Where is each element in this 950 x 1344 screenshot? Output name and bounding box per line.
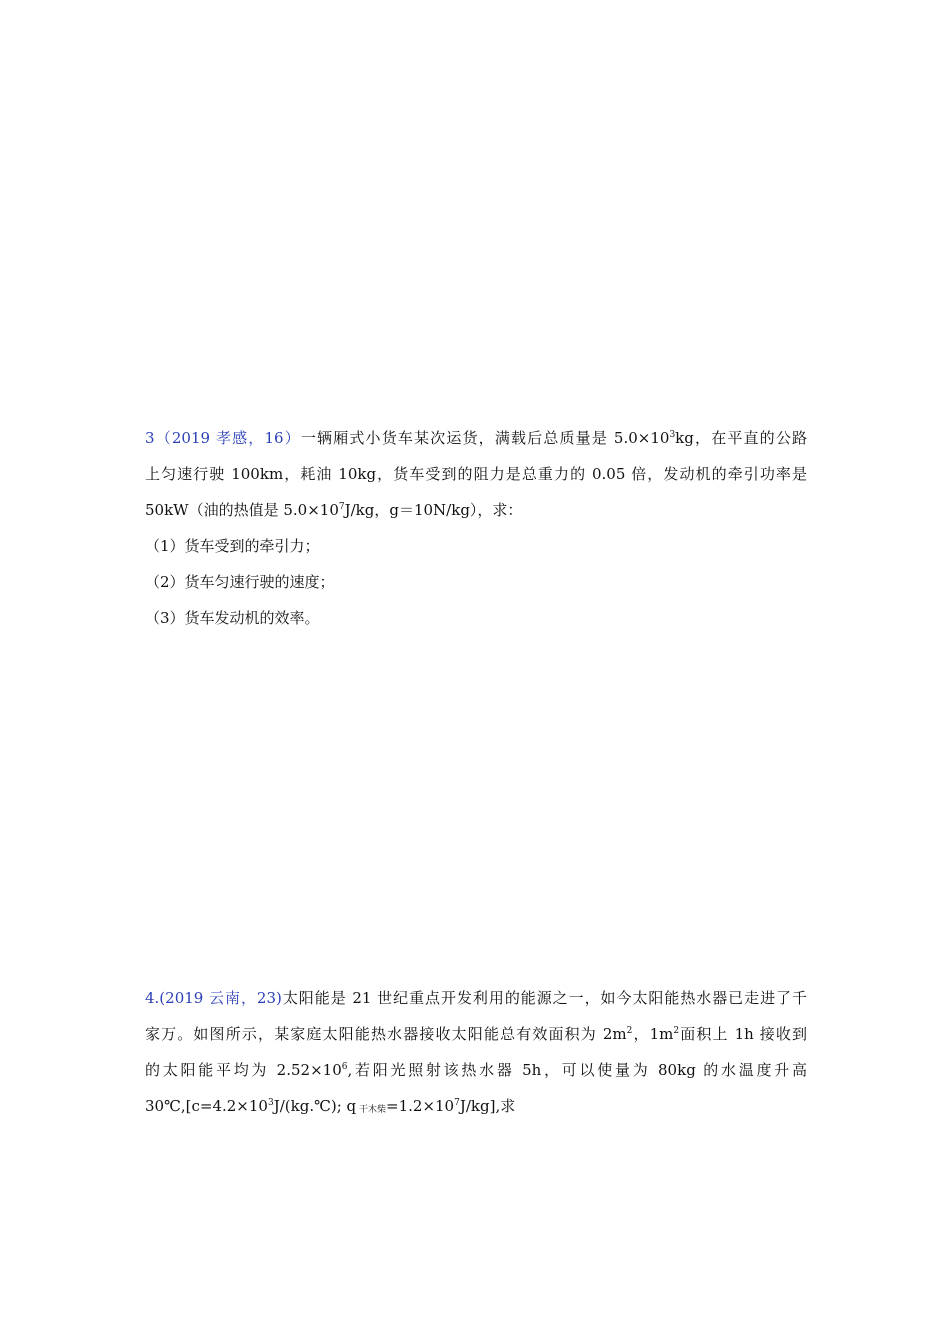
- problem-4-exponent-4a: 3: [267, 1098, 274, 1108]
- problem-4-text-3a: 的太阳能平均为 2.52×10: [145, 1061, 342, 1079]
- problem-3-question-2: （2）货车匀速行驶的速度；: [145, 573, 335, 591]
- problem-3-line-1: [145, 420, 807, 456]
- problem-4-text-3b: ,若阳光照射该热水器 5h，可以使量为 80kg 的水温度升高: [347, 1061, 807, 1079]
- problem-3-exponent-3: 7: [338, 502, 345, 512]
- problem-4-text-4b: J/(kg.℃); q: [273, 1097, 357, 1115]
- problem-4-exponent-2a: 2: [626, 1026, 633, 1036]
- problem-4-text-4c: =1.2×10: [386, 1097, 455, 1115]
- problem-4: [145, 980, 807, 1124]
- problem-4-text-4a: 30℃,[c=4.2×10: [145, 1097, 268, 1115]
- problem-4-exponent-4b: 7: [454, 1098, 460, 1108]
- problem-3-question-1: （1）货车受到的牵引力；: [145, 537, 320, 555]
- problem-4-text-2c: 面积上 1h 接收到: [679, 1025, 807, 1043]
- problem-3: [145, 420, 807, 636]
- problem-4-text-4d: J/kg],求: [459, 1097, 516, 1115]
- problem-3-text-3b: J/kg，g＝10N/kg），求：: [344, 501, 523, 519]
- problem-4-text-1: 太阳能是 21 世纪重点开发利用的能源之一，如今太阳能热水器已走进了千: [281, 989, 807, 1007]
- problem-3-text-3a: 50kW（油的热值是 5.0×10: [145, 501, 339, 519]
- problem-3-line-3: [145, 492, 807, 528]
- problem-4-exponent-2b: 2: [673, 1026, 680, 1036]
- problem-4-line-4: [145, 1088, 807, 1124]
- problem-3-exponent-1: 3: [669, 430, 676, 440]
- problem-3-line-2: [145, 456, 807, 492]
- problem-3-text-1a: 一辆厢式小货车某次运货，满载后总质量是 5.0×10: [300, 429, 670, 447]
- problem-3-question-3: （3）货车发动机的效率。: [145, 609, 320, 627]
- problem-4-source: 4.(2019 云南，23): [145, 989, 282, 1007]
- problem-3-text-2: 上匀速行驶 100km，耗油 10kg，货车受到的阻力是总重力的 0.05 倍，发动机的牵引功率是: [145, 465, 807, 483]
- problem-4-line-3: [145, 1052, 807, 1088]
- problem-4-subscript-4: 干木柴: [356, 1105, 387, 1115]
- problem-4-text-2a: 家万。如图所示，某家庭太阳能热水器接收太阳能总有效面积为 2m: [145, 1025, 627, 1043]
- problem-4-exponent-3: 6: [341, 1062, 348, 1072]
- problem-4-line-2: [145, 1016, 807, 1052]
- problem-3-text-1b: kg，在平直的公路: [675, 429, 807, 447]
- problem-3-source: 3（2019 孝感，16）: [145, 429, 301, 447]
- problem-4-text-2b: ，1m: [632, 1025, 674, 1043]
- problem-4-line-1: [145, 980, 807, 1016]
